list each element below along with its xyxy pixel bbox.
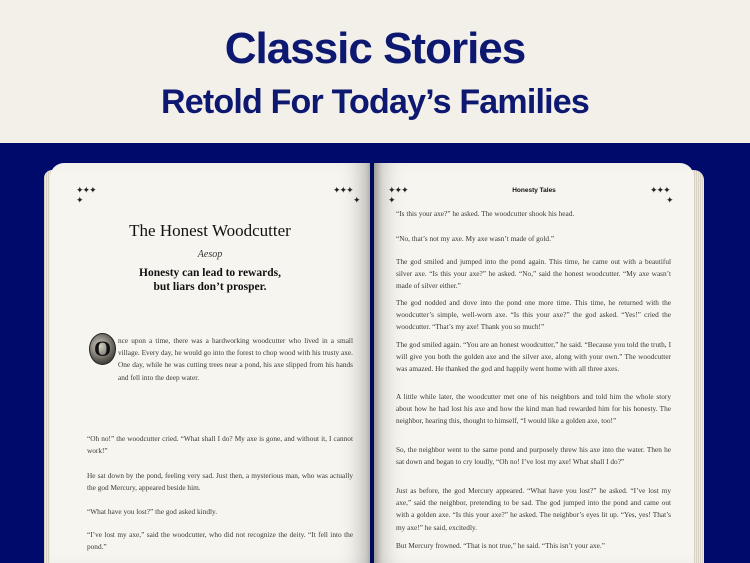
paragraph: So, the neighbor went to the same pond and purposely threw his axe into the water. Then he sat down and began to cry loudly, “Oh no! I’ve lost my axe! What shall I do?” [396,445,671,467]
paragraph: He sat down by the pond, feeling very sad. Just then, a mysterious man, who was actually the god Mercury, appeared beside him. [87,471,353,493]
ornament-corner-icon: ✦ [666,196,673,206]
ornament-corner-icon: ✦✦✦ [333,186,353,196]
paragraph: The god smiled and jumped into the pond again. This time, he came out with a beautiful silver axe. “Is this your axe?” he asked. “No,” said the honest woodcutter. “My axe wasn’t made of silver either.” [396,257,671,291]
main-title: Classic Stories [224,24,526,73]
story-moral [50,266,370,294]
story-author: Aesop [197,249,223,260]
moral-line: but liars don’t prosper. [153,281,267,293]
paragraph: “Is this your axe?” he asked. The woodcutter shook his head. [396,209,575,218]
running-head: Honesty Tales [512,187,556,194]
ornament-corner-icon: ✦✦✦ [388,186,408,196]
paragraph-text: nce upon a time, there was a hardworking woodcutter who lived in a small village. Every day, he would go into the forest to chop wood with his trusty axe. One day, while he was cutting trees near a pond, his axe slipped from his hands and fell into the deep water. [118,336,353,382]
paragraph: The god nodded and dove into the pond one more time. This time, he returned with the woodcutter’s simple, well-worn axe. “Is this your axe?” the god asked. “Yes!” cried the woodcutter. “That’s my axe! Thank you so much!” [396,298,671,332]
dropcap-ornament: O [89,333,116,365]
right-page [374,163,694,563]
ornament-corner-icon: ✦ [76,196,83,206]
ornament-corner-icon: ✦✦✦ [650,186,670,196]
paragraph: “Oh no!” the woodcutter cried. “What shall I do? My axe is gone, and without it, I cannot work!” [87,434,353,456]
ornament-corner-icon: ✦ [388,196,395,206]
ornament-corner-icon: ✦ [353,196,360,206]
ornament-corner-icon: ✦✦✦ [76,186,96,196]
paragraph: “No, that’s not my axe. My axe wasn’t made of gold.” [396,234,555,243]
paragraph: A little while later, the woodcutter met one of his neighbors and told him the whole story about how he had lost his axe and how the kind man had rewarded him for his honesty. The neighbor, hearing this, thought to himself, “I would like a golden axe, too!” [396,392,671,426]
paragraph: “What have you lost?” the god asked kindly. [87,507,218,516]
paragraph: “I’ve lost my axe,” said the woodcutter, who did not recognize the deity. “It fell into the pond.” [87,530,353,552]
paragraph: The god smiled again. “You are an honest woodcutter,” he said. “Because you told the truth, I will give you both the golden axe and the silver axe, along with your own.” The woodcutter was amazed. He thanked the god and happily went home with all three axes. [396,340,671,374]
subtitle: Retold For Today’s Families [160,83,590,121]
banner-header [0,0,750,143]
moral-line: Honesty can lead to rewards, [139,267,281,279]
left-page [50,163,370,563]
book-spine [366,163,382,563]
paragraph: But Mercury frowned. “That is not true,” he said. “This isn’t your axe.” [396,541,605,550]
paragraph: Just as before, the god Mercury appeared. “What have you lost?” he asked. “I’ve lost my axe,” said the neighbor, pretending to be sad. The god jumped into the pond and came out with a golden axe. “Is this your axe?” he asked. The neighbor’s eyes lit up. “Yes, yes! That’s my axe!” he said, excitedly. [396,486,671,532]
paragraph-intro-a [118,335,353,384]
story-title: The Honest Woodcutter [129,221,291,240]
